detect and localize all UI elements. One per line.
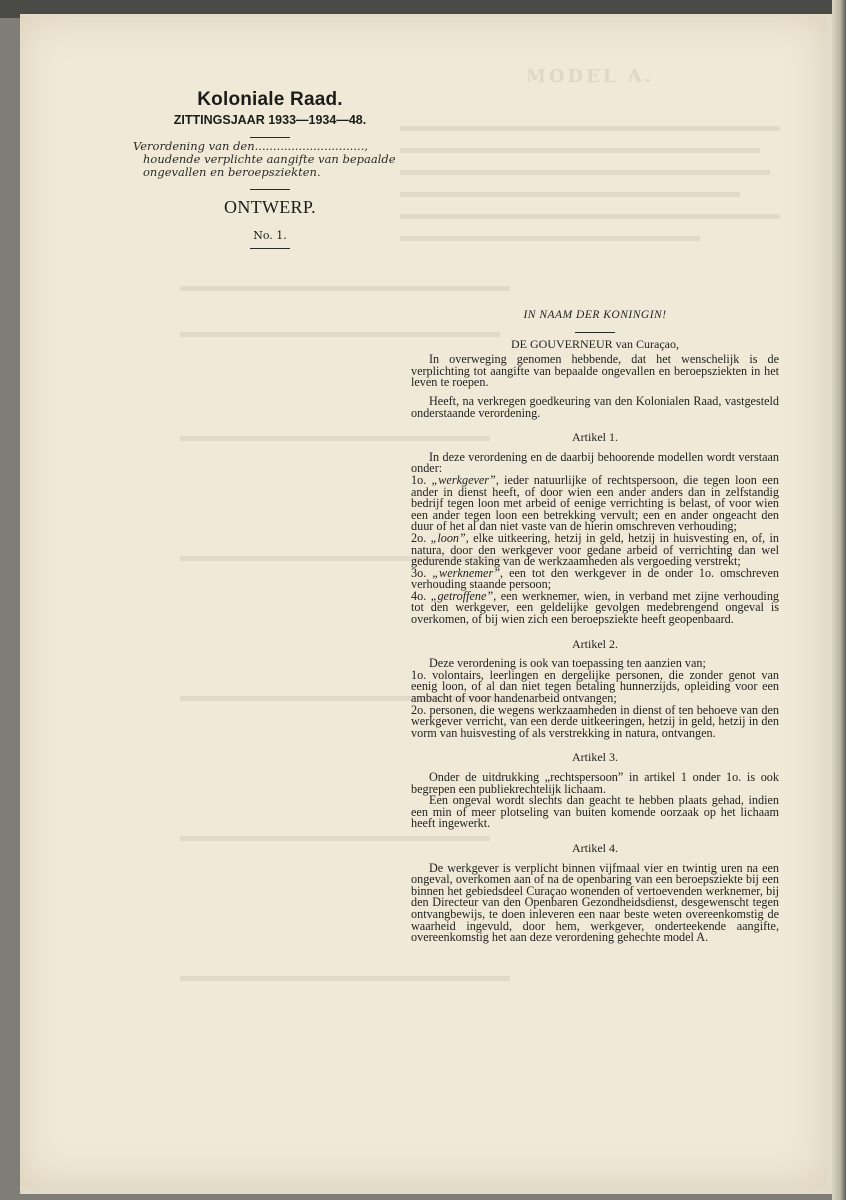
definition-item: 3o. „werknemer”, een tot den werkgever in de onder 1o. omschreven verhouding staande persoon;	[411, 565, 780, 592]
header-divider	[250, 248, 290, 249]
definition-item: 2o. „loon”, elke uitkeering, hetzij in geld, hetzij in huisvesting en, of, in natura, door den werkgever voor gedane arbeid of verrichting dan wel gedurende staking van de werkzaamheden als vergoeding verstrekt;	[411, 530, 780, 569]
show-through-text: MODEL A.	[380, 56, 800, 1136]
decree-body	[411, 306, 779, 944]
preamble-paragraph: In overweging genomen hebbende, dat het wenschelijk is de verplichting tot aangifte van bepaalde ongevallen en beroepsziekten in het leven te roepen.	[411, 352, 779, 390]
draft-number: No. 1.	[253, 229, 287, 242]
scan-right-edge	[832, 0, 846, 1200]
preamble-heading: IN NAAM DER KONINGIN!	[523, 309, 667, 321]
governor-line: DE GOUVERNEUR van Curaçao,	[511, 336, 679, 351]
draft-label: ONTWERP.	[224, 197, 316, 217]
article-paragraph: Deze verordening is ook van toepassing ten aanzien van;	[429, 656, 706, 671]
council-title: Koloniale Raad.	[197, 89, 343, 110]
article-paragraph: Een ongeval wordt slechts dan geacht te hebben plaats gehad, indien een min of meer plotseling van buiten komende oorzaak op het lichaam heeft ingewerkt.	[411, 793, 779, 831]
article-paragraph: In deze verordening en de daarbij behoorende modellen wordt verstaan onder:	[411, 449, 779, 476]
article-heading: Artikel 1.	[572, 430, 618, 445]
preamble-divider	[575, 332, 615, 333]
preamble-paragraph: Heeft, na verkregen goedkeuring van den Kolonialen Raad, vastgesteld onderstaande verordening.	[411, 393, 779, 420]
article-paragraph: Onder de uitdrukking „rechtspersoon” in artikel 1 onder 1o. is ook begrepen een publiekrechtelijk lichaam.	[411, 770, 779, 796]
article-heading: Artikel 3.	[572, 750, 618, 765]
definition-item: 1o. „werkgever”, ieder natuurlijke of rechtspersoon, die tegen loon een ander in dienst heeft, of door wien een ander anders dan in zelfstandig bedrijf tegen loon met arbeid of eenige verrichting is belast, of voor wien een ander tegen loon een betrekking vervult; een en ander ongeacht den duur of het al dan niet vaste van de hierin omschreven verhouding;	[411, 472, 779, 534]
header-divider	[250, 189, 290, 190]
article-item: 2o. personen, die wegens werkzaamheden in dienst of ten behoeve van den werkgever verricht, van een derde uitkeeringen, hetzij in geld, hetzij in den vorm van huisvesting of als verstrekking in natura, ontvangen.	[411, 702, 779, 740]
header-divider	[250, 137, 290, 138]
article-heading: Artikel 2.	[572, 636, 618, 651]
article-heading: Artikel 4.	[572, 840, 618, 855]
document-header	[125, 88, 415, 249]
decree-description: Verordening van den.............................., houdende verplichte aangifte van bepaalde ongevallen en beroepsziekten.	[133, 139, 396, 179]
article-item: 1o. volontairs, leerlingen en dergelijke personen, die zonder genot van eenig loon, of al dan niet tegen betaling hunnerzijds, opleiding voor een ambacht of voor handenarbeid ontvangen;	[411, 667, 779, 706]
article-paragraph: De werkgever is verplicht binnen vijfmaal vier en twintig uren na een ongeval, overkomen aan of na de openbaring van een beroepsziekte bij een binnen het gebiedsdeel Curaçao wonenden of vertoevenden werknemer, bij den Directeur van den Openbaren Gezondheidsdienst, desgewenscht tegen ontvangbewijs, te doen inleveren een naar beste weten overeenkomstig de waarheid ingevuld, door hem, werkgever, onderteekende aangifte, overeenkomstig het aan deze verordening gehechte model A.	[411, 860, 779, 945]
definition-item: 4o. „getroffene”, een werknemer, wien, in verband met zijne verhouding tot den werkgever, een geldelijke gevolgen medebrengend ongeval is overkomen, of bij wien zich een beroepsziekte heeft geopenbaard.	[411, 588, 780, 627]
session-year: ZITTINGSJAAR 1933—1934—48.	[173, 113, 367, 127]
